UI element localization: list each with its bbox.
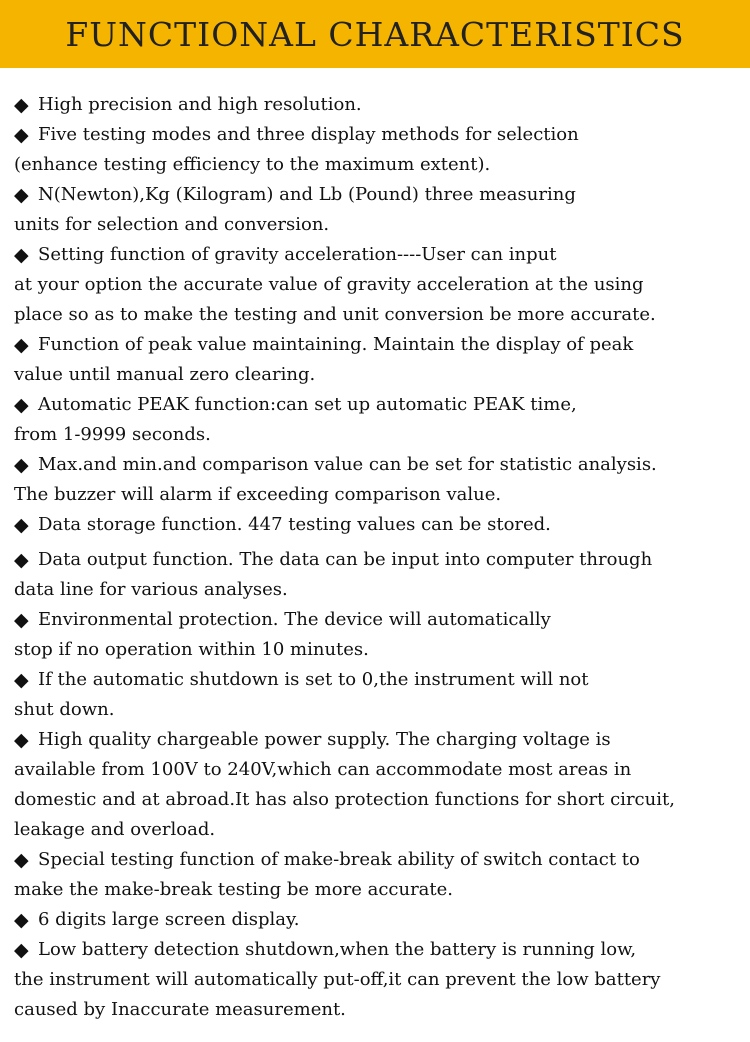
diamond-bullet-icon: ◆ bbox=[14, 514, 29, 536]
feature-item bbox=[14, 905, 738, 935]
feature-line bbox=[14, 995, 738, 1025]
diamond-bullet-icon: ◆ bbox=[14, 939, 29, 961]
feature-text: If the automatic shutdown is set to 0,the instrument will not bbox=[38, 669, 589, 690]
page-title: FUNCTIONAL CHARACTERISTICS bbox=[65, 14, 685, 54]
feature-line bbox=[14, 420, 738, 450]
diamond-bullet-icon: ◆ bbox=[14, 94, 29, 116]
feature-item bbox=[14, 665, 738, 725]
feature-item bbox=[14, 545, 738, 605]
feature-text: Setting function of gravity acceleration----User can input bbox=[38, 244, 557, 265]
feature-line bbox=[14, 360, 738, 390]
feature-text: available from 100V to 240V,which can accommodate most areas in bbox=[14, 759, 632, 780]
feature-line bbox=[14, 120, 738, 150]
feature-line bbox=[14, 240, 738, 270]
feature-line bbox=[14, 180, 738, 210]
feature-text: Five testing modes and three display methods for selection bbox=[38, 124, 579, 145]
feature-item bbox=[14, 390, 738, 450]
feature-text: N(Newton),Kg (Kilogram) and Lb (Pound) three measuring bbox=[38, 184, 576, 205]
diamond-bullet-icon: ◆ bbox=[14, 394, 29, 416]
feature-text: caused by Inaccurate measurement. bbox=[14, 999, 346, 1020]
header-banner bbox=[0, 0, 750, 68]
feature-item bbox=[14, 90, 738, 120]
feature-line bbox=[14, 480, 738, 510]
feature-line bbox=[14, 755, 738, 785]
feature-text: Low battery detection shutdown,when the battery is running low, bbox=[38, 939, 637, 960]
feature-list bbox=[14, 90, 738, 1025]
feature-text: The buzzer will alarm if exceeding comparison value. bbox=[14, 484, 502, 505]
feature-line bbox=[14, 725, 738, 755]
feature-line bbox=[14, 665, 738, 695]
diamond-bullet-icon: ◆ bbox=[14, 549, 29, 571]
feature-text: make the make-break testing be more accurate. bbox=[14, 879, 454, 900]
feature-text: value until manual zero clearing. bbox=[14, 364, 316, 385]
feature-text: High precision and high resolution. bbox=[38, 94, 362, 115]
diamond-bullet-icon: ◆ bbox=[14, 849, 29, 871]
feature-line bbox=[14, 845, 738, 875]
feature-item bbox=[14, 450, 738, 510]
feature-text: (enhance testing efficiency to the maximum extent). bbox=[14, 154, 491, 175]
feature-text: place so as to make the testing and unit conversion be more accurate. bbox=[14, 304, 656, 325]
diamond-bullet-icon: ◆ bbox=[14, 184, 29, 206]
feature-line bbox=[14, 390, 738, 420]
feature-text: stop if no operation within 10 minutes. bbox=[14, 639, 369, 660]
feature-line bbox=[14, 150, 738, 180]
feature-line bbox=[14, 695, 738, 725]
feature-text: at your option the accurate value of gravity acceleration at the using bbox=[14, 274, 644, 295]
feature-line bbox=[14, 510, 738, 540]
feature-line bbox=[14, 875, 738, 905]
feature-line bbox=[14, 605, 738, 635]
feature-line bbox=[14, 450, 738, 480]
feature-line bbox=[14, 300, 738, 330]
feature-text: units for selection and conversion. bbox=[14, 214, 330, 235]
feature-item bbox=[14, 330, 738, 390]
feature-text: the instrument will automatically put-off,it can prevent the low battery bbox=[14, 969, 661, 990]
feature-line bbox=[14, 635, 738, 665]
feature-item bbox=[14, 725, 738, 845]
feature-text: Max.and min.and comparison value can be set for statistic analysis. bbox=[38, 454, 657, 475]
diamond-bullet-icon: ◆ bbox=[14, 124, 29, 146]
feature-line bbox=[14, 935, 738, 965]
feature-item bbox=[14, 935, 738, 1025]
feature-text: Special testing function of make-break ability of switch contact to bbox=[38, 849, 640, 870]
feature-item bbox=[14, 845, 738, 905]
feature-text: Environmental protection. The device will automatically bbox=[38, 609, 551, 630]
diamond-bullet-icon: ◆ bbox=[14, 609, 29, 631]
feature-text: Automatic PEAK function:can set up automatic PEAK time, bbox=[38, 394, 577, 415]
feature-text: leakage and overload. bbox=[14, 819, 216, 840]
feature-text: from 1-9999 seconds. bbox=[14, 424, 211, 445]
feature-line bbox=[14, 545, 738, 575]
feature-text: High quality chargeable power supply. The charging voltage is bbox=[38, 729, 611, 750]
feature-line bbox=[14, 785, 738, 815]
feature-item bbox=[14, 180, 738, 240]
feature-text: Data output function. The data can be input into computer through bbox=[38, 549, 653, 570]
feature-item bbox=[14, 510, 738, 540]
feature-text: Data storage function. 447 testing values can be stored. bbox=[38, 514, 551, 535]
feature-line bbox=[14, 90, 738, 120]
feature-line bbox=[14, 210, 738, 240]
feature-line bbox=[14, 270, 738, 300]
feature-line bbox=[14, 905, 738, 935]
diamond-bullet-icon: ◆ bbox=[14, 669, 29, 691]
feature-text: 6 digits large screen display. bbox=[38, 909, 300, 930]
diamond-bullet-icon: ◆ bbox=[14, 334, 29, 356]
feature-text: data line for various analyses. bbox=[14, 579, 288, 600]
diamond-bullet-icon: ◆ bbox=[14, 909, 29, 931]
feature-text: domestic and at abroad.It has also protection functions for short circuit, bbox=[14, 789, 675, 810]
feature-item bbox=[14, 120, 738, 180]
feature-item bbox=[14, 240, 738, 330]
feature-line bbox=[14, 815, 738, 845]
feature-text: Function of peak value maintaining. Maintain the display of peak bbox=[38, 334, 634, 355]
diamond-bullet-icon: ◆ bbox=[14, 729, 29, 751]
diamond-bullet-icon: ◆ bbox=[14, 244, 29, 266]
feature-line bbox=[14, 575, 738, 605]
feature-text: shut down. bbox=[14, 699, 115, 720]
diamond-bullet-icon: ◆ bbox=[14, 454, 29, 476]
feature-line bbox=[14, 965, 738, 995]
feature-item bbox=[14, 605, 738, 665]
feature-line bbox=[14, 330, 738, 360]
